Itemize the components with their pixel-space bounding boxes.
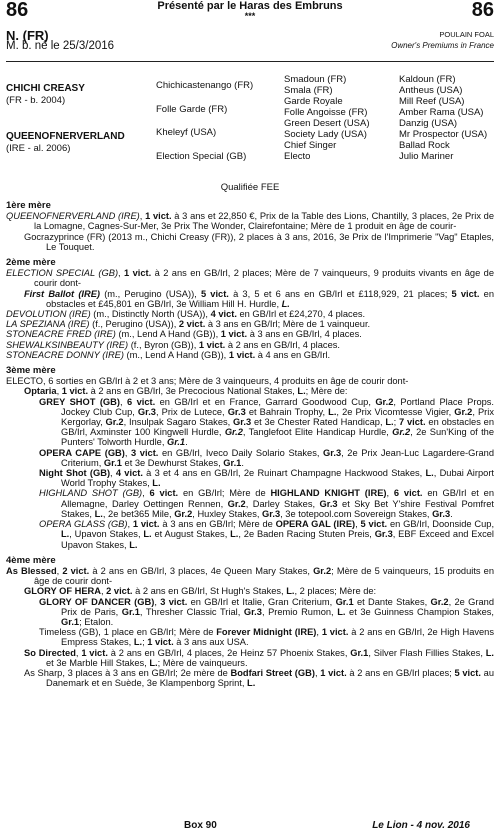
section-3rd-dam: 3ème mère <box>6 365 56 377</box>
gen2-3: Kheleyf (USA) <box>156 127 217 138</box>
owner-premium: Owner's Premiums in France <box>391 41 494 50</box>
gen3b-6: Mr Prospector (USA) <box>399 129 488 140</box>
dam-info: (IRE - al. 2006) <box>6 143 71 154</box>
lot-number-left: 86 <box>6 0 29 21</box>
produce-4c: As Sharp, 3 places à 3 ans en GB/Irl; 2e mère de Bodfari Street (GB), 1 vict. à 2 ans en GB/Irl places; 5 vict. au Danemark et en Suède, 3e Klampenborg Sprint, L. <box>24 667 494 689</box>
lot-number-right: 86 <box>471 0 494 21</box>
second-dam-paragraph: ELECTION SPECIAL (GB), 1 vict. à 2 ans en GB/Irl, 2 places; Mère de 7 vainqueurs, 9 produits vivants en âge de courir dont- <box>6 268 494 289</box>
horse-sex: POULAIN FOAL <box>439 30 494 39</box>
gen2-1: Chichicastenango (FR) <box>156 80 254 91</box>
page-header <box>0 0 500 24</box>
gen3b-4: Amber Rama (USA) <box>399 107 484 118</box>
produce-2a: First Ballot (IRE) (m., Perugino (USA)), 5 vict. à 3, 5 et 6 ans en GB/Irl et £118,929, 21 places; 5 vict. en obstacles et £45,801 en GB/Irl, 3e William Hill H. Hurdle, L. <box>24 288 494 309</box>
gen3b-2: Antheus (USA) <box>399 85 463 96</box>
horse-name: N. (FR) <box>6 28 49 43</box>
gen2-4: Election Special (GB) <box>156 151 247 162</box>
gen3a-1: Smadoun (FR) <box>284 74 347 85</box>
qualification: Qualifiée FEE <box>220 182 280 193</box>
gen3a-7: Chief Singer <box>284 140 337 151</box>
presenter-line: Présenté par le Haras des Embruns <box>157 0 343 12</box>
gen2-2: Folle Garde (FR) <box>156 104 228 115</box>
horse-info: M. b. né le 25/3/2016 <box>6 40 115 52</box>
produce-2f: STONEACRE DONNY (IRE) (m., Lend A Hand (GB)), 1 vict. à 4 ans en GB/Irl. <box>6 349 331 360</box>
produce-1: Gocrazyprince (FR) (2013 m., Chichi Creasy (FR)), 2 places à 3 ans, 2016, 3e Prix de l'Imprimerie "Vag" Etaples, Le Touquet. <box>24 231 494 252</box>
produce-4a-1: GLORY OF DANCER (GB), 3 vict. en GB/Irl et Italie, Gran Criterium, Gr.1 et Dante Stakes, Gr.2, 2e Grand Prix de Paris, Gr.1, Thresher Classic Trial, Gr.3, Premio Rumon, L. et 3e Guinness Champion Stakes, Gr.1; Etalon. <box>39 596 494 627</box>
pedigree-table <box>6 58 494 176</box>
produce-3a-2: OPERA CAPE (GB), 3 vict. en GB/Irl, Iveco Daily Solario Stakes, Gr.3, 2e Prix Jean-Luc Lagardere-Grand Criterium, Gr.1 et 3e Dewhurst Stakes, Gr.1. <box>39 447 494 468</box>
dam-paragraph: QUEENOFNERVERLAND (IRE), 1 vict. à 3 ans et 22,850 €, Prix de la Table des Lions, Chantilly, 3 places, 2e Prix de la Lomagne, Cagnes-Sur-Mer, 3e Prix The Wonder, Clairefontaine; Mère de 1 produit en âge de courir- <box>6 211 495 232</box>
family-notes <box>6 195 494 688</box>
produce-2e: SHEWALKSINBEAUTY (IRE) (f., Byron (GB)), 1 vict. à 2 ans en GB/Irl, 4 places. <box>6 339 340 350</box>
gen3a-8: Electo <box>284 151 311 162</box>
gen3b-1: Kaldoun (FR) <box>399 74 456 85</box>
gen3b-8: Julio Mariner <box>399 151 454 162</box>
gen3b-3: Mill Reef (USA) <box>399 96 465 107</box>
gen3a-4: Folle Angoisse (FR) <box>284 107 368 118</box>
produce-3a-1: GREY SHOT (GB), 6 vict. en GB/Irl et en France, Garrard Goodwood Cup, Gr.2, Portland Place Props. Jockey Club Cup, Gr.3, Prix de Lutece, Gr.3 et Bahrain Trophy, L., 2e Prix Vicomtesse Vigier, Gr.2, Prix Kergorlay, Gr.2, Insulpak Sagaro Stakes, Gr.3 et 3e Chester Rated Handicap, L.; 7 vict. en obstacles en GB/Irl, Axminster 100 Kingwell Hurdle, Gr.2, Tanglefoot Elite Handicap Hurdle, Gr.2, 2e Sun'King of the Punters' Tolworth Hurdle, Gr.1. <box>39 396 495 448</box>
sire-name: CHICHI CREASY <box>6 83 85 94</box>
sire-info: (FR - b. 2004) <box>6 95 66 106</box>
produce-3a-4: HIGHLAND SHOT (GB), 6 vict. en GB/Irl; Mère de HIGHLAND KNIGHT (IRE), 6 vict. en GB/Irl et en Allemagne, Darley Oettingen Rennen, Gr.2, Darley Stakes, Gr.3 et Sky Bet Y'shire Festival Pomfret Stakes, L., 2e bet365 Mile, Gr.2, Huxley Stakes, Gr.3, 3e totepool.com Sovereign Stakes, Gr.3. <box>39 488 494 519</box>
gen3a-2: Smala (FR) <box>284 85 333 96</box>
produce-3a-3: Night Shot (GB), 4 vict. à 3 et 4 ans en GB/Irl, 2e Ruinart Champagne Hackwood Stakes, L., Dubai Airport World Trophy Stakes, L. <box>39 468 494 489</box>
gen3a-3: Garde Royale <box>284 96 343 107</box>
section-2nd-dam: 2ème mère <box>6 257 56 269</box>
produce-4a: GLORY OF HERA, 2 vict. à 2 ans en GB/Irl, St Hugh's Stakes, L., 2 places; Mère de: <box>24 586 377 597</box>
produce-2d: STONEACRE FRED (IRE) (m., Lend A Hand (GB)), 1 vict. à 3 ans en GB/Irl, 4 places. <box>6 329 362 340</box>
sale-date: Le Lion - 4 nov. 2016 <box>372 820 470 831</box>
fourth-dam-paragraph: As Blessed, 2 vict. à 2 ans en GB/Irl, 3 places, 4e Queen Mary Stakes, Gr.2; Mère de 5 vainqueurs, 15 produits en âge de courir dont- <box>6 565 495 587</box>
gen3b-5: Danzig (USA) <box>399 118 458 129</box>
produce-2c: LA SPEZIANA (IRE) (f., Perugino (USA)), 2 vict. à 3 ans en GB/Irl; Mère de 1 vainqueur. <box>6 319 371 330</box>
section-4th-dam: 4ème mère <box>6 554 56 566</box>
gen3b-7: Ballad Rock <box>399 140 450 151</box>
produce-3a-5: OPERA GLASS (GB), 1 vict. à 3 ans en GB/Irl; Mère de OPERA GAL (IRE), 5 vict. en GB/Irl, Doonside Cup, L., Upavon Stakes, L. et August Stakes, L., 2e Baden Racing Stuten Preis, Gr.3, EBF Exceed and Excel Upavon Stakes, L. <box>39 519 495 550</box>
section-1st-dam: 1ère mère <box>6 200 51 211</box>
produce-4a-2: Timeless (GB), 1 place en GB/Irl; Mère de Forever Midnight (IRE), 1 vict. à 2 ans en GB/Irl, 2e High Havens Empress Stakes, L.; 1 vict. à 3 ans aux USA. <box>39 627 494 648</box>
gen3a-5: Green Desert (USA) <box>284 118 370 129</box>
produce-2b: DEVOLUTION (IRE) (m., Distinctly North (USA)), 4 vict. en GB/Irl et £24,270, 4 places. <box>6 309 366 320</box>
produce-3a: Optaria, 1 vict. à 2 ans en GB/Irl, 3e Precocious National Stakes, L.; Mère de: <box>24 386 348 397</box>
dam-name: QUEENOFNERVERLAND <box>6 131 125 142</box>
third-dam-paragraph: ELECTO, 6 sorties en GB/Irl à 2 et 3 ans; Mère de 3 vainqueurs, 4 produits en âge de courir dont- <box>6 376 409 387</box>
stars: *** <box>244 11 256 21</box>
box-number: Box 90 <box>184 820 217 831</box>
produce-4b: So Directed, 1 vict. à 2 ans en GB/Irl, 4 places, 2e Heinz 57 Phoenix Stakes, Gr.1, Silver Flash Fillies Stakes, L. et 3e Marble Hill Stakes, L.; Mère de vainqueurs. <box>24 647 494 668</box>
gen3a-6: Society Lady (USA) <box>284 129 367 140</box>
